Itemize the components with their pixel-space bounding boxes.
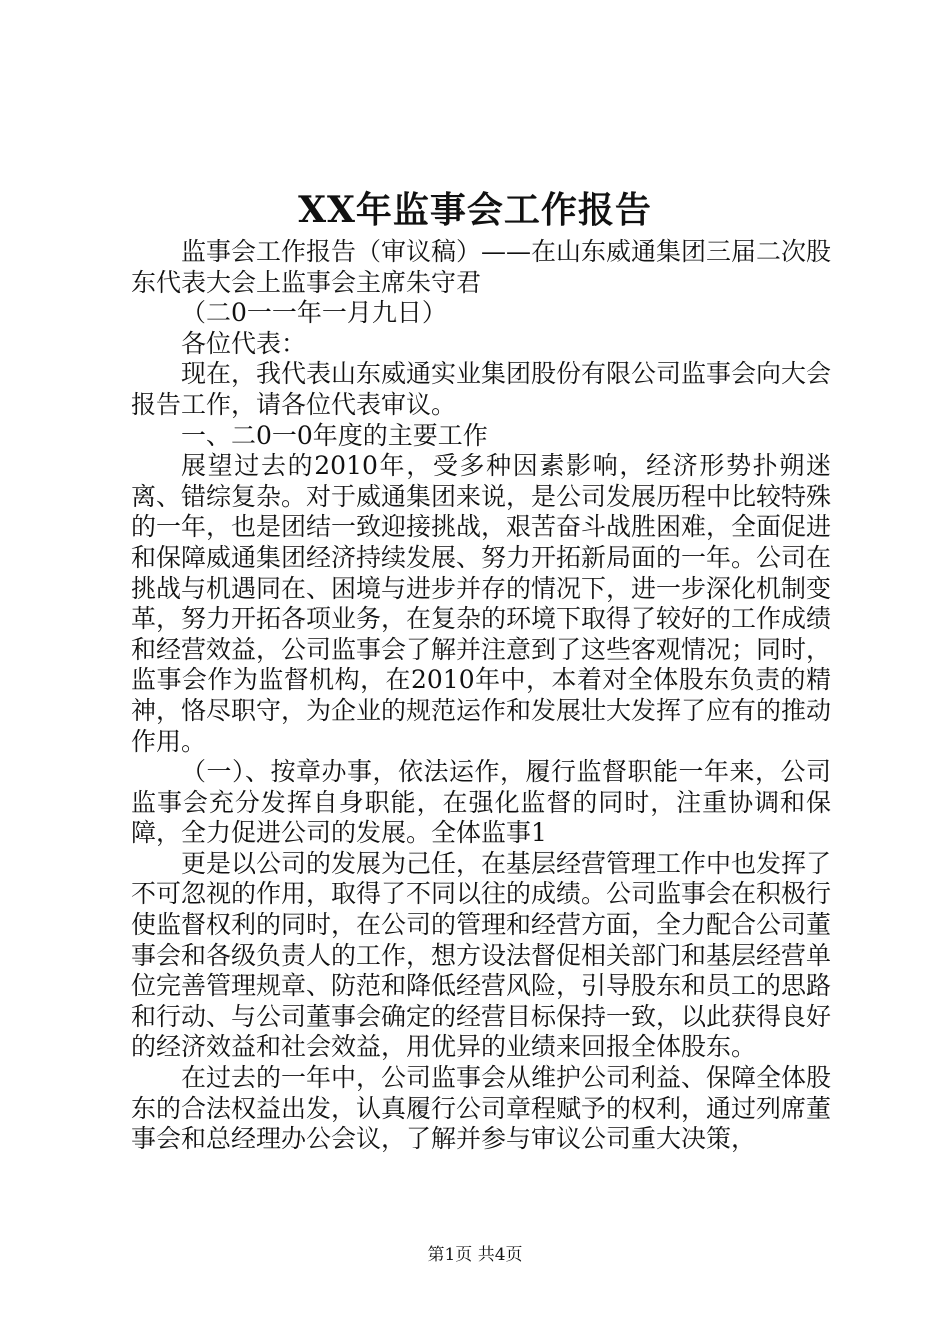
page-footer: 第1页 共4页 [427, 1245, 523, 1265]
paragraph-review: 展望过去的2010年，受多种因素影响，经济形势扑朔迷离、错综复杂。对于威通集团来说，是公司发展历程中比较特殊的一年，也是团结一致迎接挑战，艰苦奋斗战胜困难，全面促进和保障威通集团经济持续发展、努力开拓新局面的一年。公司在挑战与机遇同在、困境与进步并存的情况下，进一步深化机制变革，努力开拓各项业务，在复杂的环境下取得了较好的工作成绩和经营效益，公司监事会了解并注意到了这些客观情况；同时，监事会作为监督机构，在2010年中，本着对全体股东负责的精神，恪尽职守，为企业的规范运作和发展壮大发挥了应有的推动作用。 [131, 451, 832, 756]
paragraph-past-year: 在过去的一年中，公司监事会从维护公司利益、保障全体股东的合法权益出发，认真履行公司章程赋予的权利，通过列席董事会和总经理办公会议，了解并参与审议公司重大决策， [131, 1063, 832, 1154]
paragraph-salutation: 各位代表： [181, 328, 307, 358]
paragraph-supervisors: 更是以公司的发展为己任，在基层经营管理工作中也发挥了不可忽视的作用，取得了不同以往的成绩。公司监事会在积极行使监督权利的同时，在公司的管理和经营方面，全力配合公司董事会和各级负责人的工作，想方设法督促相关部门和基层经营单位完善管理规章、防范和降低经营风险，引导股东和员工的思路和行动、与公司董事会确定的经营目标保持一致，以此获得良好的经济效益和社会效益，用优异的业绩来回报全体股东。 [131, 848, 832, 1062]
paragraph-opening: 现在，我代表山东威通实业集团股份有限公司监事会向大会报告工作，请各位代表审议。 [131, 359, 832, 419]
section-heading-1: 一、二0一0年度的主要工作 [181, 420, 488, 450]
paragraph-subtitle: 监事会工作报告（审议稿）——在山东威通集团三届二次股东代表大会上监事会主席朱守君 [131, 237, 832, 297]
document-title: XX年监事会工作报告 [298, 189, 652, 231]
document-body [131, 237, 831, 1155]
paragraph-subsection-1: （一）、按章办事，依法运作，履行监督职能一年来，公司监事会充分发挥自身职能，在强化监督的同时，注重协调和保障，全力促进公司的发展。全体监事1 [131, 757, 831, 848]
paragraph-date: （二0一一年一月九日） [181, 298, 447, 328]
